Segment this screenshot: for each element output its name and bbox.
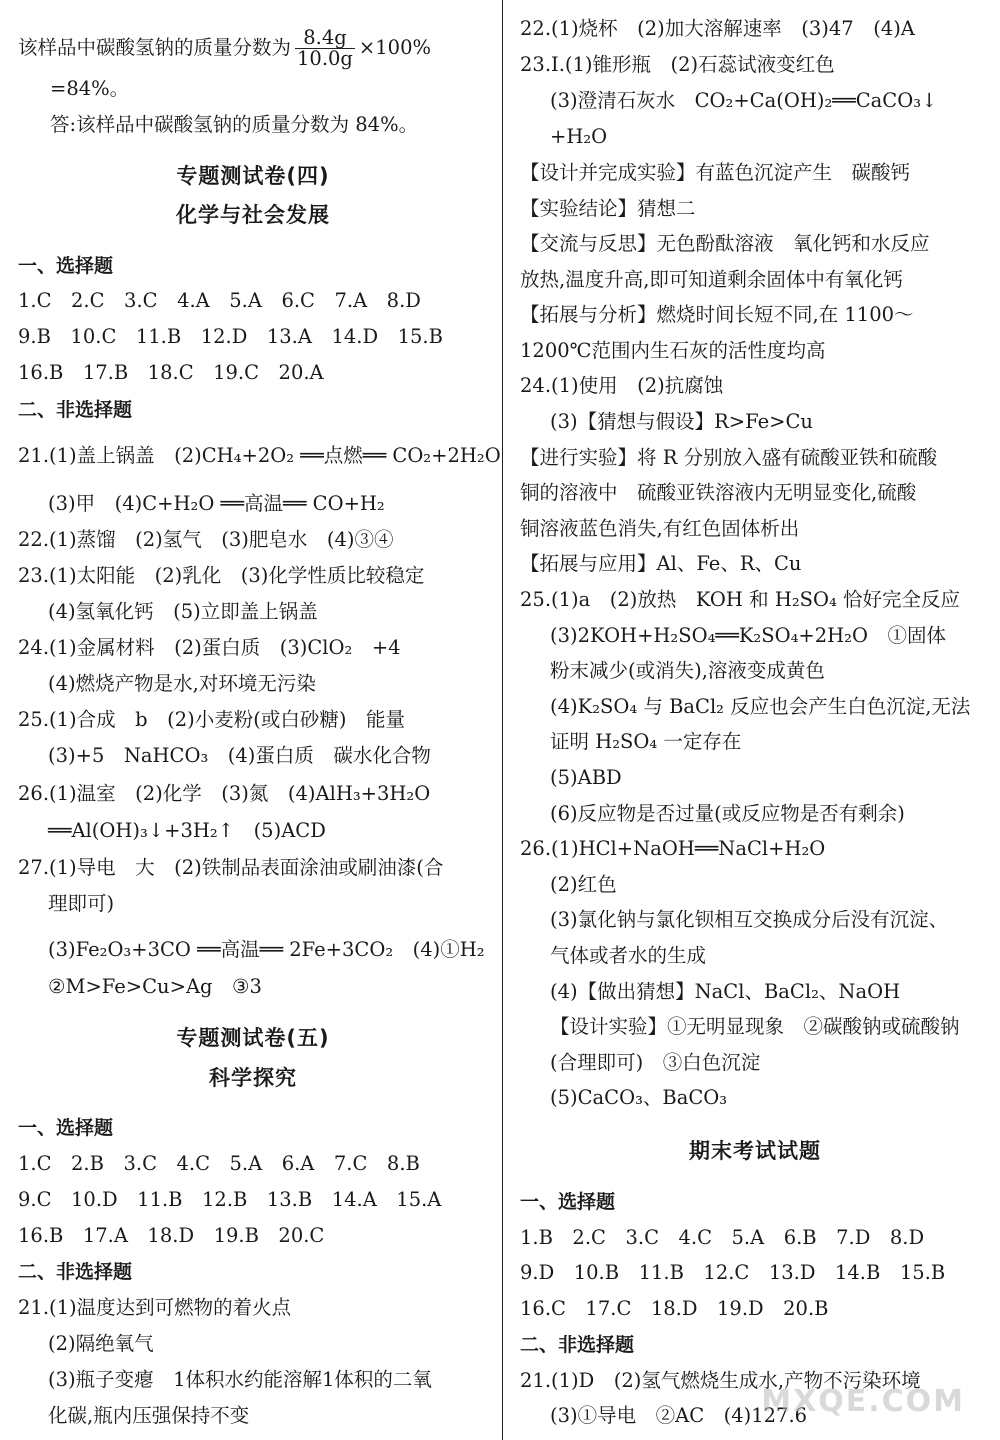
answer-line: (2)红色 xyxy=(550,873,617,896)
choice-answers-row: 1.C 2.C 3.C 4.A 5.A 6.C 7.A 8.D xyxy=(18,289,421,312)
answer-line: (2)隔绝氧气 xyxy=(48,1332,154,1355)
answer-line xyxy=(18,28,488,69)
fraction-denominator: 10.0g xyxy=(297,47,353,70)
answer-line: 铜的溶液中 硫酸亚铁溶液内无明显变化,硫酸 xyxy=(520,481,917,504)
column-divider xyxy=(502,0,503,1440)
line-text: 该样品中碳酸氢钠的质量分数为 xyxy=(18,36,292,59)
answer-line: (合理即可) ③白色沉淀 xyxy=(550,1051,761,1074)
answer-line: 【实验结论】猜想二 xyxy=(520,197,696,220)
section-title: 专题测试卷(五) xyxy=(176,1026,330,1050)
answer-line: 24.(1)使用 (2)抗腐蚀 xyxy=(520,374,724,397)
answer-line: =84%。 xyxy=(50,77,130,100)
choice-answers-row: 9.D 10.B 11.B 12.C 13.D 14.B 15.B xyxy=(520,1261,946,1284)
answer-line: (3)①导电 ②AC (4)127.6 xyxy=(550,1404,808,1427)
answer-line: 粉末减少(或消失),溶液变成黄色 xyxy=(550,659,825,682)
answer-line: 21.(1)盖上锅盖 (2)CH₄+2O₂ ══点燃══ CO₂+2H₂O xyxy=(18,444,501,467)
answer-line: (5)CaCO₃、BaCO₃ xyxy=(550,1086,728,1109)
answer-line: 【交流与反思】无色酚酞溶液 氧化钙和水反应 xyxy=(520,232,930,255)
answer-line: 铜溶液蓝色消失,有红色固体析出 xyxy=(520,517,800,540)
answer-line: 21.(1)D (2)氢气燃烧生成水,产物不污染环境 xyxy=(520,1369,921,1392)
answer-line: 答:该样品中碳酸氢钠的质量分数为 84%。 xyxy=(50,113,419,136)
choice-answers-row: 1.B 2.C 3.C 4.C 5.A 6.B 7.D 8.D xyxy=(520,1226,925,1249)
answer-line: 25.(1)合成 b (2)小麦粉(或白砂糖) 能量 xyxy=(18,708,405,731)
section-subtitle: 科学探究 xyxy=(209,1066,297,1090)
choice-answers-row: 16.C 17.C 18.D 19.D 20.B xyxy=(520,1297,829,1320)
answer-line: 23.Ⅰ.(1)锥形瓶 (2)石蕊试液变红色 xyxy=(520,53,835,76)
answer-line: 放热,温度升高,即可知道剩余固体中有氧化钙 xyxy=(520,268,903,291)
answer-line: (3)澄清石灰水 CO₂+Ca(OH)₂══CaCO₃↓ xyxy=(550,89,938,112)
choice-answers-row: 16.B 17.A 18.D 19.B 20.C xyxy=(18,1224,325,1247)
answer-line: 23.(1)太阳能 (2)乳化 (3)化学性质比较稳定 xyxy=(18,564,425,587)
answer-line: ══Al(OH)₃↓+3H₂↑ (5)ACD xyxy=(48,819,326,842)
section-subtitle: 化学与社会发展 xyxy=(176,203,330,227)
answer-line: (4)燃烧产物是水,对环境无污染 xyxy=(48,672,316,695)
subsection-heading: 一、选择题 xyxy=(18,1117,114,1139)
choice-answers-row: 9.B 10.C 11.B 12.D 13.A 14.D 15.B xyxy=(18,325,443,348)
site-watermark: MXQE.COM xyxy=(761,1384,965,1419)
answer-line: 理即可) xyxy=(48,892,115,915)
answer-line: 24.(1)金属材料 (2)蛋白质 (3)ClO₂ +4 xyxy=(18,636,401,659)
answer-line: 化碳,瓶内压强保持不变 xyxy=(48,1404,250,1427)
fraction-numerator: 8.4g xyxy=(295,28,355,49)
answer-line: 1200℃范围内生石灰的活性度均高 xyxy=(520,339,826,362)
answer-line: 【设计实验】①无明显现象 ②碳酸钠或硫酸钠 xyxy=(550,1015,960,1038)
answer-line: +H₂O xyxy=(550,125,608,148)
answer-line: (3)氯化钠与氯化钡相互交换成分后没有沉淀、 xyxy=(550,908,949,931)
answer-line: (3)Fe₂O₃+3CO ══高温══ 2Fe+3CO₂ (4)①H₂ xyxy=(48,938,485,961)
subsection-heading: 二、非选择题 xyxy=(18,1261,133,1283)
subsection-heading: 一、选择题 xyxy=(18,255,114,277)
fraction xyxy=(295,28,355,69)
answer-line: 【设计并完成实验】有蓝色沉淀产生 碳酸钙 xyxy=(520,161,911,184)
answer-line: 证明 H₂SO₄ 一定存在 xyxy=(550,730,742,753)
subsection-heading: 二、非选择题 xyxy=(18,399,133,421)
answer-line: (3)+5 NaHCO₃ (4)蛋白质 碳水化合物 xyxy=(48,744,431,767)
answer-line: (6)反应物是否过量(或反应物是否有剩余) xyxy=(550,802,905,825)
answer-line: 26.(1)HCl+NaOH══NaCl+H₂O xyxy=(520,837,826,860)
answer-line: 21.(1)温度达到可燃物的着火点 xyxy=(18,1296,292,1319)
answer-line: 【拓展与应用】Al、Fe、R、Cu xyxy=(520,552,802,575)
answer-line: (4)K₂SO₄ 与 BaCl₂ 反应也会产生白色沉淀,无法 xyxy=(550,695,971,718)
answer-line: (4)【做出猜想】NaCl、BaCl₂、NaOH xyxy=(550,980,901,1003)
answer-line: (5)ABD xyxy=(550,766,622,789)
answer-line: 22.(1)蒸馏 (2)氢气 (3)肥皂水 (4)③④ xyxy=(18,528,394,551)
section-title: 期末考试试题 xyxy=(689,1139,821,1163)
answer-line: 22.(1)烧杯 (2)加大溶解速率 (3)47 (4)A xyxy=(520,17,915,40)
answer-line: 25.(1)a (2)放热 KOH 和 H₂SO₄ 恰好完全反应 xyxy=(520,588,960,611)
choice-answers-row: 16.B 17.B 18.C 19.C 20.A xyxy=(18,361,324,384)
line-text: ×100% xyxy=(358,36,432,59)
subsection-heading: 一、选择题 xyxy=(520,1191,616,1213)
answer-line: (3)2KOH+H₂SO₄══K₂SO₄+2H₂O ①固体 xyxy=(550,624,946,647)
answer-line: (3)【猜想与假设】R>Fe>Cu xyxy=(550,410,813,433)
answer-line: 气体或者水的生成 xyxy=(550,944,707,967)
choice-answers-row: 9.C 10.D 11.B 12.B 13.B 14.A 15.A xyxy=(18,1188,442,1211)
answer-line: ②M>Fe>Cu>Ag ③3 xyxy=(48,975,262,998)
choice-answers-row: 1.C 2.B 3.C 4.C 5.A 6.A 7.C 8.B xyxy=(18,1152,420,1175)
answer-line: (3)瓶子变瘪 1体积水约能溶解1体积的二氧 xyxy=(48,1368,432,1391)
answer-line: 27.(1)导电 大 (2)铁制品表面涂油或刷油漆(合 xyxy=(18,856,444,879)
answer-line: 26.(1)温室 (2)化学 (3)氮 (4)AlH₃+3H₂O xyxy=(18,782,431,805)
answer-line: 【进行实验】将 R 分别放入盛有硫酸亚铁和硫酸 xyxy=(520,446,938,469)
subsection-heading: 二、非选择题 xyxy=(520,1334,635,1356)
section-title: 专题测试卷(四) xyxy=(176,164,330,188)
answer-line: (3)甲 (4)C+H₂O ══高温══ CO+H₂ xyxy=(48,492,385,515)
answer-line: (4)氢氧化钙 (5)立即盖上锅盖 xyxy=(48,600,318,623)
answer-line: 【拓展与分析】燃烧时间长短不同,在 1100～ xyxy=(520,303,914,326)
